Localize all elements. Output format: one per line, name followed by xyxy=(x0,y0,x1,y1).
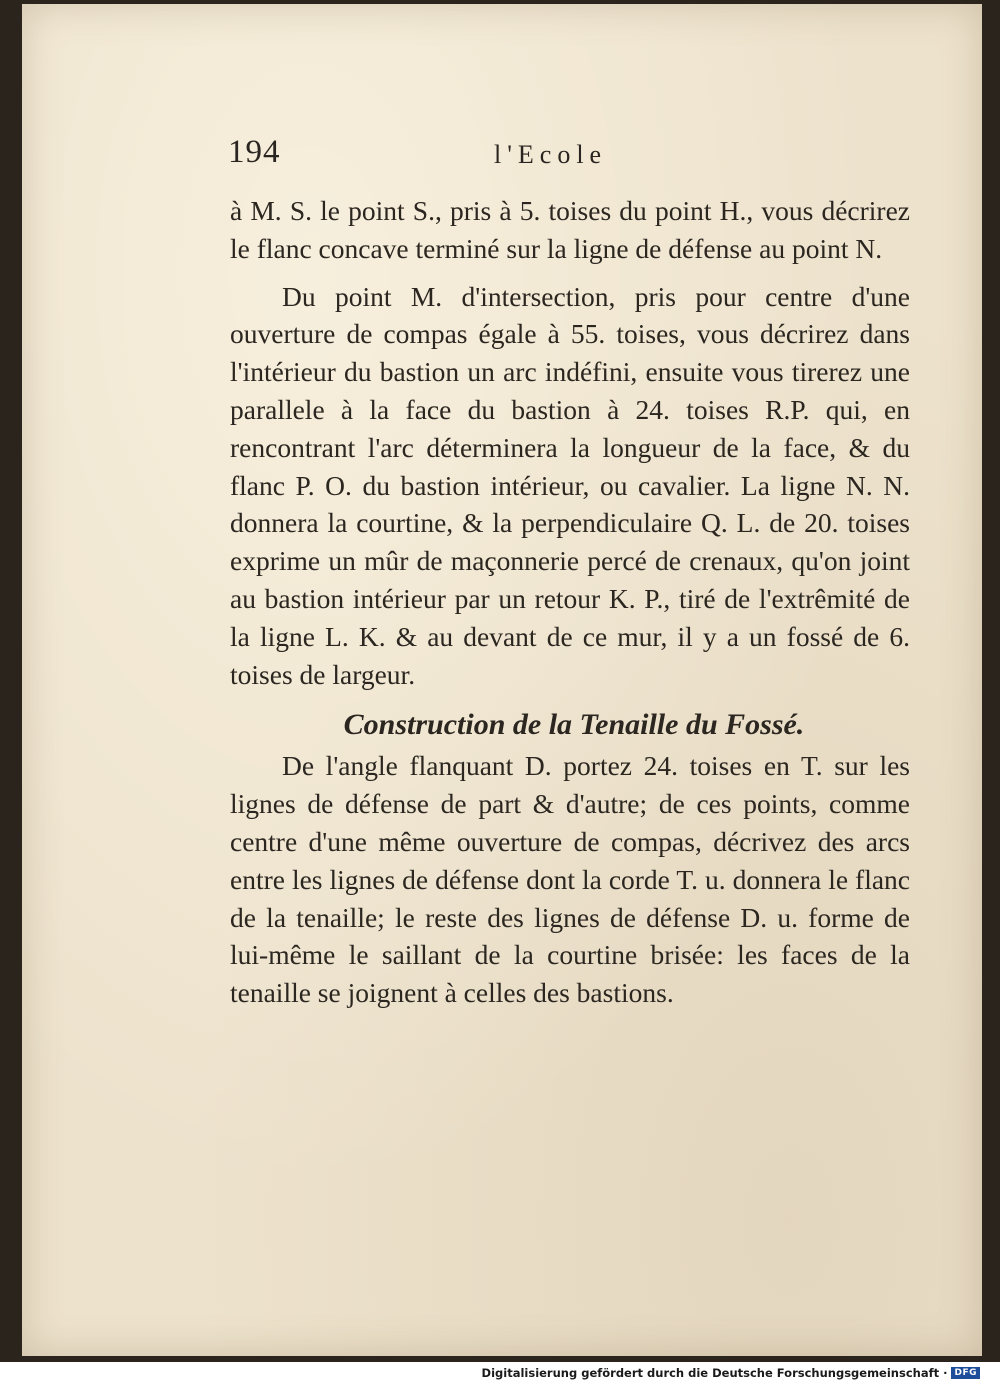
section-heading: Construction de la Tenaille du Fossé. xyxy=(343,708,805,742)
paragraph-tenaille: De l'angle flanquant D. portez 24. toises en T. sur les lignes de défense de part & d'autre; de ces points, comme centre d'une même ouverture de compas, décrivez des arcs entre les lignes de défense dont la corde T. u. donnera le flanc de la tenaille; le reste des lignes de défense D. u. forme de lui-même le saillant de la courtine brisée: les faces de la tenaille se joignent à celles des bastions. xyxy=(230,750,910,1009)
page-number: 194 xyxy=(228,134,281,170)
page-header xyxy=(228,134,658,178)
digitization-credit xyxy=(482,1366,980,1380)
paragraph-continued: à M. S. le point S., pris à 5. toises du point H., vous décrirez le flanc concave terminé sur la ligne de défense au point N. xyxy=(230,195,910,264)
credit-text: Digitalisierung gefördert durch die Deutsche Forschungsgemeinschaft · xyxy=(481,1366,948,1380)
paragraph-intersection: Du point M. d'intersection, pris pour centre d'une ouverture de compas égale à 55. toises, vous décrirez dans l'intérieur du bastion un arc indéfini, ensuite vous tirerez une parallele à la face du bastion à 24. toises R.P. qui, en rencontrant l'arc déterminera la longueur de la face, & du flanc P. O. du bastion intérieur, ou cavalier. La ligne N. N. donnera la courtine, & la perpendiculaire Q. L. de 20. toises exprime un mûr de maçonnerie percé de crenaux, qu'on joint au bastion intérieur par un retour K. P., tiré de l'extrêmité de la ligne L. K. & au devant de ce mur, il y a un fossé de 6. toises de largeur. xyxy=(230,280,910,690)
dfg-logo: DFG xyxy=(951,1367,980,1379)
running-title: l'Ecole xyxy=(494,140,608,169)
body-text xyxy=(230,192,910,1012)
